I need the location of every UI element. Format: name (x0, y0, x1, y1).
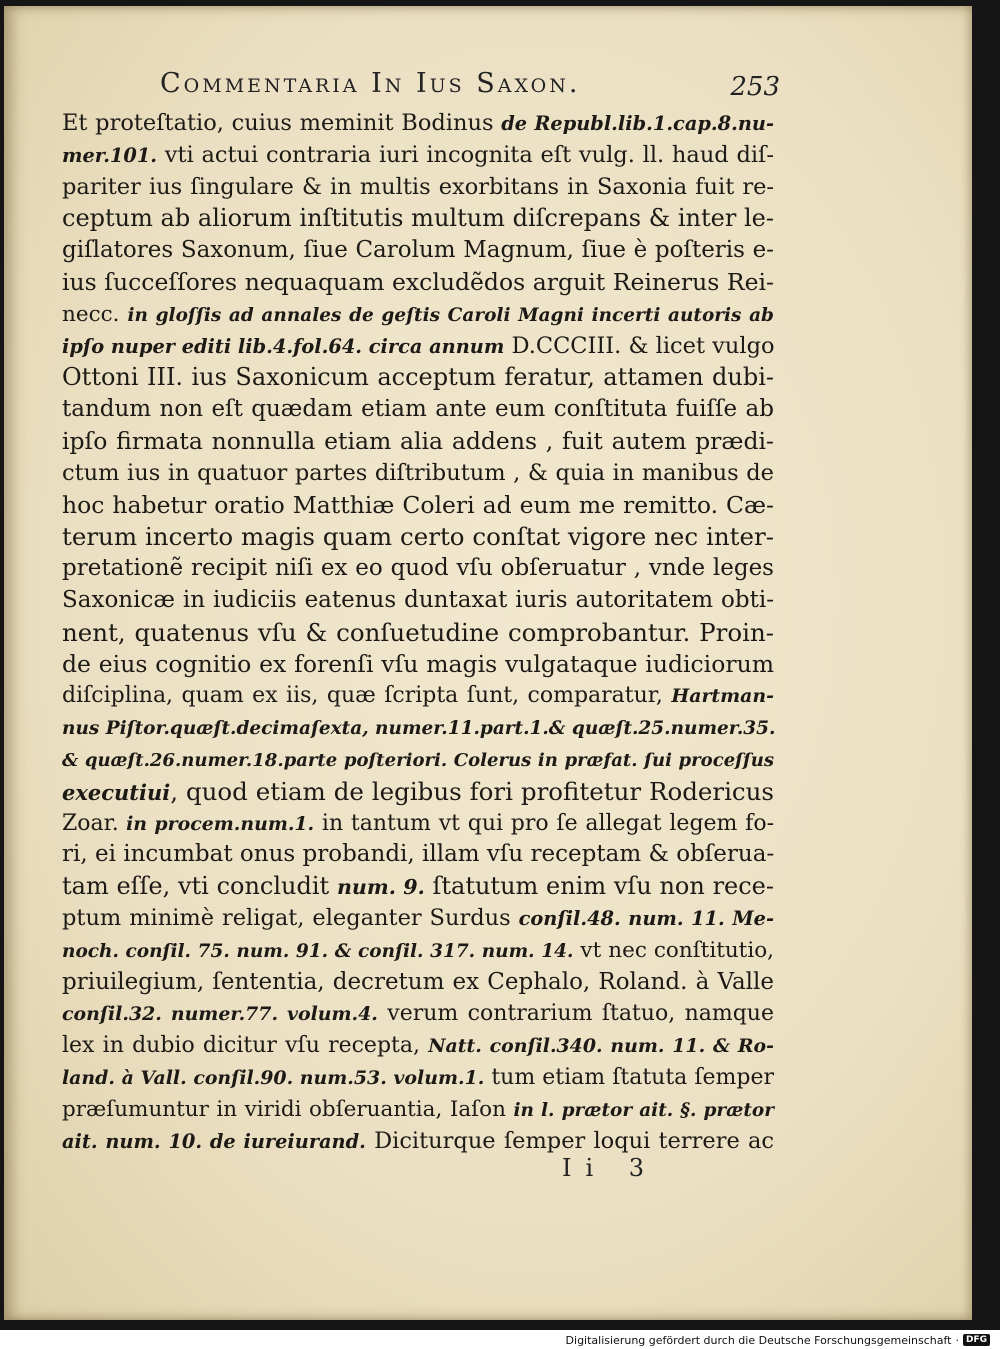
text-line (62, 172, 774, 204)
body-text-segment: terum incerto magis quam certo conſtat vigore nec inter- (62, 522, 774, 552)
body-text (62, 108, 774, 1157)
body-text-segment: lex in dubio dicitur vſu recepta, (62, 1033, 429, 1059)
citation-text: land. à Vall. conſil.90. num.53. volum.1. (62, 1066, 485, 1089)
body-text-segment: Saxonicæ in iudiciis eatenus duntaxat iuris autoritatem obti- (62, 586, 774, 613)
body-text-segment: Zoar. (62, 810, 119, 836)
body-text-segment: diſciplina, quam ex iis, quæ ſcripta ſunt, comparatur, (62, 683, 672, 709)
body-text-segment: ctum ius in quatuor partes diſtributum , & quia in manibus de (62, 459, 774, 486)
body-text-segment: priuilegium, ſententia, decretum ex Cephalo, Roland. à Valle (62, 968, 774, 995)
citation-text: ait. num. 10. de iureiurand. (62, 1129, 366, 1153)
body-text-segment: Ottoni III. ius Saxonicum acceptum feratur, attamen dubi- (62, 363, 774, 392)
body-text-segment: nent, quatenus vſu & conſuetudine comprobantur. Proin- (62, 617, 774, 647)
text-line (62, 839, 774, 871)
body-text-segment: ipſo firmata nonnulla etiam alia addens , fuit autem prædi- (62, 426, 774, 455)
citation-text: ipſo nuper editi lib.4.fol.64. circa annum (62, 334, 505, 358)
body-text-segment: vt nec conſtitutio, (573, 937, 774, 963)
footer-credit-text: Digitalisierung gefördert durch die Deutsche Forschungsgemeinschaft (565, 1333, 952, 1347)
text-line (62, 553, 774, 585)
body-text-segment: tum etiam ſtatuta ſemper (484, 1064, 774, 1090)
citation-text: & quæſt.26.numer.18.parte poſteriori. Colerus in præfat. ſui proceſſus (62, 749, 774, 771)
text-line (62, 903, 774, 935)
text-line (62, 935, 774, 967)
body-text-segment: ſtatutum enim vſu non rece- (424, 872, 774, 901)
body-text-segment: tam eſſe, vti concludit (62, 872, 337, 901)
citation-text: mer.101. (62, 143, 158, 167)
running-title: Commentaria In Ius Saxon. (160, 68, 581, 99)
text-line (62, 776, 774, 808)
citation-text: de Republ.lib.1.cap.8.nu- (501, 112, 774, 135)
body-text-segment: , quod etiam de legibus fori profitetur Rodericus (170, 776, 774, 806)
text-line (62, 362, 774, 394)
citation-text: noch. conſil. 75. num. 91. & conſil. 317. num. 14. (62, 940, 574, 962)
citation-text: Natt. conſil.340. num. 11. & Ro- (428, 1035, 774, 1058)
body-text-segment: ri, ei incumbat onus probandi, illam vſu receptam & obſerua- (62, 841, 775, 868)
text-line (62, 299, 774, 331)
signature-mark: Ii 3 (562, 1154, 659, 1182)
text-line (62, 1094, 774, 1126)
citation-text: executiui (62, 779, 171, 805)
text-line (62, 1062, 774, 1094)
text-line (62, 808, 774, 840)
body-text-segment: ptum minimè religat, eleganter Surdus (62, 904, 519, 931)
citation-text: nus Piſtor.quæſt.decimaſexta, numer.11.part.1.& quæſt.25.numer.35. (62, 718, 776, 740)
text-line (62, 108, 774, 140)
body-text-segment: ius ſucceſſores nequaquam excludẽdos arguit Reinerus Rei- (62, 267, 774, 296)
body-text-segment: Et proteſtatio, cuius meminit Bodinus (62, 110, 502, 136)
text-line (62, 585, 774, 617)
body-text-segment: pretationẽ recipit niſi ex eo quod vſu obſeruatur , vnde leges (62, 555, 774, 582)
text-line (62, 235, 774, 267)
citation-text: in l. prætor ait. §. prætor (513, 1099, 774, 1121)
body-text-segment: ceptum ab aliorum inſtitutis multum diſcrepans & inter le- (62, 204, 774, 233)
text-line (62, 521, 774, 553)
text-line (62, 1030, 774, 1062)
text-line (62, 680, 774, 712)
body-text-segment: præſumuntur in viridi obſeruantia, Iaſon (62, 1096, 514, 1122)
text-line (62, 458, 774, 490)
page-header (154, 68, 784, 108)
text-line (62, 140, 774, 172)
text-line (62, 394, 774, 426)
body-text-segment: vti actui contraria iuri incognita eſt vulg. ll. haud diſ- (157, 141, 774, 168)
body-text-segment: verum contrarium ſtatuo, namque (377, 1001, 774, 1027)
body-text-segment: hoc habetur oratio Matthiæ Coleri ad eum me remitto. Cæ- (62, 490, 774, 519)
citation-text: num. 9. (336, 875, 425, 900)
body-text-segment: de eius cognitio ex forenſi vſu magis vulgataque iudiciorum (62, 649, 774, 678)
text-line (62, 649, 774, 681)
dfg-logo-icon: DFG (963, 1334, 990, 1346)
body-text-segment: D.CCCIII. & licet vulgo (504, 332, 775, 359)
text-line (62, 744, 774, 776)
text-line (62, 1126, 774, 1158)
text-line (62, 712, 774, 744)
citation-text: in procem.num.1. (118, 812, 315, 835)
text-line (62, 490, 774, 522)
footer-credit (566, 1332, 990, 1348)
citation-text: in gloſſis ad annales de geſtis Caroli Magni incerti autoris ab (127, 304, 774, 326)
page-number: 253 (730, 72, 780, 102)
citation-text: Hartman- (671, 685, 774, 708)
text-line (62, 267, 774, 299)
body-text-segment: necc. (62, 301, 128, 327)
book-page (4, 6, 972, 1320)
text-line (62, 967, 774, 999)
citation-text: conſil.48. num. 11. Me- (518, 906, 774, 930)
text-line (62, 871, 774, 903)
text-line (62, 331, 774, 363)
body-text-segment: pariter ius ſingulare & in multis exorbitans in Saxonia fuit re- (62, 173, 774, 200)
body-text-segment: tandum non eſt quædam etiam ante eum conſtituta fuiſſe ab (62, 396, 774, 423)
body-text-segment: giſlatores Saxonum, ſiue Carolum Magnum, ſiue è poſteris e- (62, 237, 774, 264)
body-text-segment: Diciturque ſemper loqui terrere ac (365, 1127, 774, 1154)
citation-text: conſil.32. numer.77. volum.4. (62, 1003, 378, 1026)
text-line (62, 617, 774, 649)
footer-separator: · (955, 1333, 959, 1347)
text-line (62, 203, 774, 235)
body-text-segment: in tantum vt qui pro ſe allegat legem fo- (314, 810, 775, 836)
text-line (62, 998, 774, 1030)
text-line (62, 426, 774, 458)
